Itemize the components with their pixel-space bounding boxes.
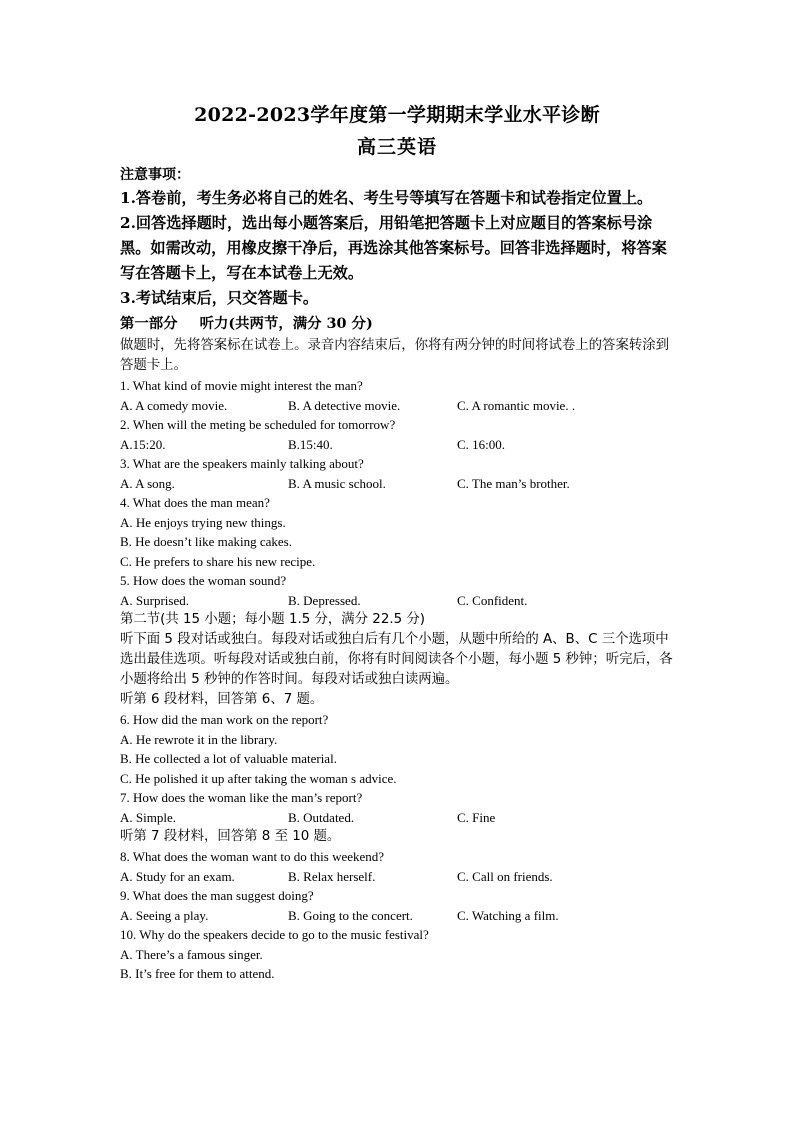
option-c: C. The man’s brother.	[457, 475, 570, 491]
option-b: B. Going to the concert.	[288, 907, 413, 923]
question-5: 5. How does the woman sound?	[120, 573, 287, 588]
option-c: C. Watching a film.	[457, 907, 559, 923]
option-a: A. A comedy movie.	[120, 397, 228, 413]
notice-item: 1.答卷前，考生务必将自己的姓名、考生号等填写在答题卡和试卷指定位置上。	[120, 189, 653, 207]
notice-item: 2.回答选择题时，选出每小题答案后，用铅笔把答题卡上对应题目的答案标号涂黑。如需改动，用橡皮擦干净后，再选涂其他答案标号。回答非选择题时，将答案写在答题卡上，写在本试卷上无效。	[120, 214, 667, 282]
option-a: A. A song.	[120, 475, 175, 491]
section2-instructions: 听下面 5 段对话或独白。每段对话或独白后有几个小题，从题中所给的 A、B、C 三个选项中选出最佳选项。听每段对话或独白前，你将有时间阅读各个小题，每小题 5 秒钟；听完后，各小题将给出 5 秒钟的作答时间。每段对话或独白读两遍。	[120, 632, 673, 687]
option-b: B. He doesn’t like making cakes.	[120, 534, 292, 549]
question-1: 1. What kind of movie might interest the man?	[120, 378, 363, 393]
exam-content	[120, 164, 680, 984]
exam-title: 2022-2023学年度第一学期期末学业水平诊断	[194, 104, 600, 126]
question-9: 9. What does the man suggest doing?	[120, 888, 314, 903]
option-b: B. It’s free for them to attend.	[120, 966, 275, 981]
option-c: C. 16:00.	[457, 436, 506, 452]
question-1-options	[120, 396, 680, 416]
option-b: B. Outdated.	[288, 809, 355, 825]
notice-item: 3.考试结束后，只交答题卡。	[120, 289, 319, 307]
option-c: C. He polished it up after taking the woman s advice.	[120, 770, 397, 786]
part1-title: 听力(共两节，满分 30 分)	[199, 315, 373, 332]
option-b: B. Depressed.	[288, 592, 361, 608]
option-c: C. Fine	[457, 809, 496, 825]
question-3-options	[120, 474, 680, 494]
question-2: 2. When will the meting be scheduled for tomorrow?	[120, 417, 396, 432]
option-a: A. Study for an exam.	[120, 868, 235, 884]
option-c: C. He prefers to share his new recipe.	[120, 553, 316, 569]
option-a: A. Seeing a play.	[120, 907, 209, 923]
part1-heading	[120, 312, 680, 336]
question-6: 6. How did the man work on the report?	[120, 712, 329, 727]
option-a: A. Simple.	[120, 809, 176, 825]
material-6-heading: 听第 6 段材料，回答第 6、7 题。	[120, 692, 324, 707]
question-4: 4. What does the man mean?	[120, 495, 270, 510]
question-8-options	[120, 867, 680, 887]
question-2-options	[120, 435, 680, 455]
question-8: 8. What does the woman want to do this weekend?	[120, 849, 385, 864]
question-7-options	[120, 808, 680, 828]
option-c: C. Confident.	[457, 592, 528, 608]
question-5-options	[120, 591, 680, 611]
option-b: B. A music school.	[288, 475, 386, 491]
option-a: A. He rewrote it in the library.	[120, 731, 278, 747]
option-b: B. Relax herself.	[288, 868, 376, 884]
option-b: B.15:40.	[288, 436, 333, 452]
material-7-heading: 听第 7 段材料，回答第 8 至 10 题。	[120, 829, 341, 844]
notice-heading: 注意事项：	[120, 167, 190, 183]
option-b: B. A detective movie.	[288, 397, 401, 413]
option-a: A. He enjoys trying new things.	[120, 514, 286, 530]
option-b: B. He collected a lot of valuable material.	[120, 751, 337, 766]
question-7: 7. How does the woman like the man’s report?	[120, 790, 363, 805]
part1-instructions: 做题时，先将答案标在试卷上。录音内容结束后，你将有两分钟的时间将试卷上的答案转涂到答题卡上。	[120, 338, 670, 373]
option-a: A. There’s a famous singer.	[120, 946, 263, 962]
question-10: 10. Why do the speakers decide to go to the music festival?	[120, 927, 429, 942]
option-c: C. A romantic movie. .	[457, 397, 576, 413]
section2-heading: 第二节(共 15 小题；每小题 1.5 分，满分 22.5 分)	[120, 612, 425, 627]
part1-label: 第一部分	[120, 315, 178, 332]
exam-subject: 高三英语	[356, 136, 437, 158]
option-c: C. Call on friends.	[457, 868, 553, 884]
option-a: A. Surprised.	[120, 592, 189, 608]
option-a: A.15:20.	[120, 436, 166, 452]
question-3: 3. What are the speakers mainly talking about?	[120, 456, 364, 471]
question-9-options	[120, 906, 680, 926]
